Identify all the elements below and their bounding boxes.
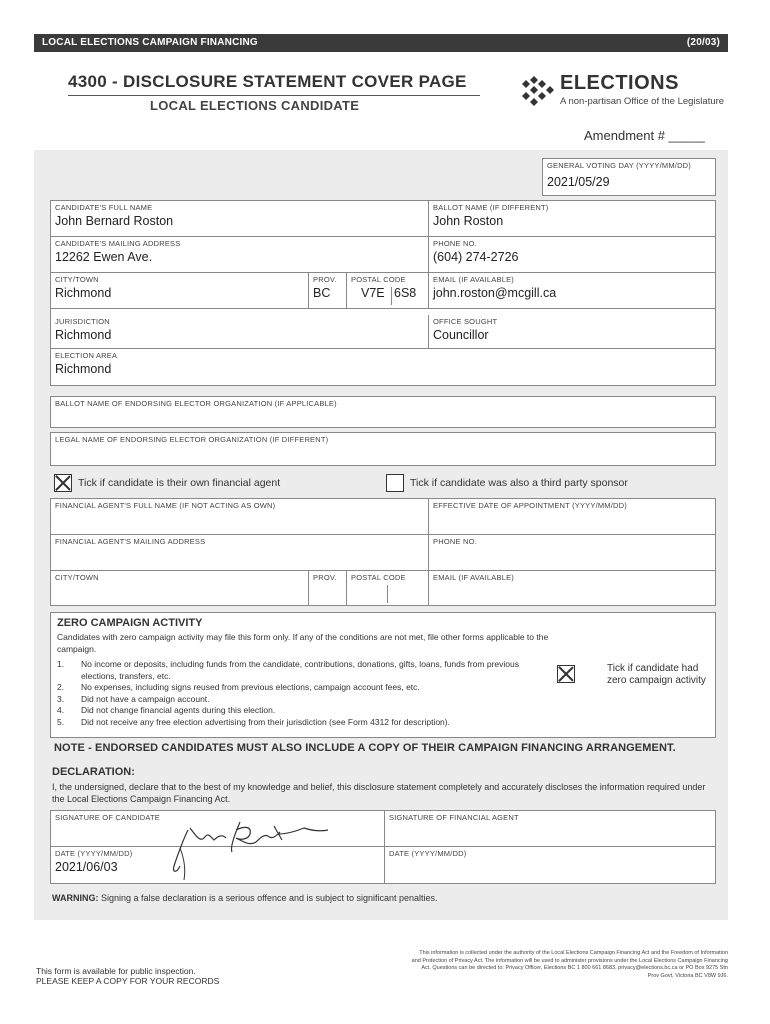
form-header-bar <box>34 34 728 52</box>
field-label: CITY/TOWN <box>55 275 99 284</box>
candidate-address-field[interactable] <box>51 237 429 273</box>
field-value: 12262 Ewen Ave. <box>55 250 153 264</box>
office-sought-field[interactable] <box>429 315 715 349</box>
agent-appointment-date-field[interactable] <box>429 499 715 535</box>
condition-text: Did not have a campaign account. <box>81 693 210 704</box>
condition-item <box>57 682 557 694</box>
voting-day-label: GENERAL VOTING DAY (YYYY/MM/DD) <box>547 161 691 170</box>
agent-email-field[interactable] <box>429 571 715 605</box>
elector-org-legal-name-field[interactable] <box>50 432 716 466</box>
logo-tagline: A non-partisan Office of the Legislature <box>560 96 725 107</box>
logo-mark-icon <box>520 76 556 106</box>
condition-text: Did not change financial agents during this election. <box>81 705 276 715</box>
field-label: CANDIDATE'S MAILING ADDRESS <box>55 239 181 248</box>
field-value: Councillor <box>433 328 489 342</box>
agent-phone-field[interactable] <box>429 535 715 571</box>
field-value: John Bernard Roston <box>55 214 174 228</box>
field-label: FINANCIAL AGENT'S MAILING ADDRESS <box>55 537 206 546</box>
form-title: 4300 - DISCLOSURE STATEMENT COVER PAGE <box>68 72 467 91</box>
condition-item <box>57 694 557 706</box>
elections-bc-logo <box>520 72 730 112</box>
condition-number: 5. <box>57 716 65 727</box>
condition-number: 3. <box>57 693 65 704</box>
field-label: FINANCIAL AGENT'S FULL NAME (IF NOT ACTING AS OWN) <box>55 501 276 510</box>
declaration-heading: DECLARATION: <box>52 766 135 778</box>
condition-number: 2. <box>57 682 65 692</box>
own-agent-label: Tick if candidate is their own financial agent <box>78 477 281 489</box>
agent-city-field[interactable] <box>51 571 309 605</box>
candidate-postal-code-field[interactable] <box>347 273 429 309</box>
field-label: SIGNATURE OF CANDIDATE <box>55 813 160 822</box>
zero-campaign-activity-section <box>50 612 716 738</box>
ballot-name-field[interactable] <box>429 201 715 237</box>
false-declaration-warning <box>52 893 438 903</box>
field-label: PHONE NO. <box>433 239 477 248</box>
field-label: CANDIDATE'S FULL NAME <box>55 203 153 212</box>
field-label: PHONE NO. <box>433 537 477 546</box>
agent-postal-code-field[interactable] <box>347 571 429 605</box>
field-label: SIGNATURE OF FINANCIAL AGENT <box>389 813 519 822</box>
field-label: LEGAL NAME OF ENDORSING ELECTOR ORGANIZATION (IF DIFFERENT) <box>55 435 329 444</box>
field-label: ELECTION AREA <box>55 351 118 360</box>
field-value: Richmond <box>55 362 112 376</box>
elector-org-ballot-name-field[interactable] <box>50 396 716 428</box>
signature-section <box>50 810 716 884</box>
zero-activity-checkbox-label: Tick if candidate had zero campaign activity <box>607 663 706 686</box>
candidate-email-field[interactable] <box>429 273 715 309</box>
form-revision: (20/03) <box>686 37 720 48</box>
condition-item <box>57 705 557 717</box>
field-label: OFFICE SOUGHT <box>433 317 498 326</box>
field-label: EFFECTIVE DATE OF APPOINTMENT (YYYY/MM/DD) <box>433 501 627 510</box>
jurisdiction-field[interactable] <box>51 315 429 349</box>
program-name: LOCAL ELECTIONS CAMPAIGN FINANCING <box>42 37 258 48</box>
candidate-section <box>50 200 716 386</box>
candidate-full-name-field[interactable] <box>51 201 429 237</box>
title-rule <box>68 95 480 96</box>
endorsed-candidates-note: NOTE - ENDORSED CANDIDATES MUST ALSO INCLUDE A COPY OF THEIR CAMPAIGN FINANCING ARRANGEMENT. <box>54 742 676 754</box>
own-agent-checkbox[interactable] <box>54 474 72 492</box>
postal-divider <box>387 585 388 603</box>
field-value: John Roston <box>433 214 504 228</box>
public-inspection-note: This form is available for public inspection. <box>36 966 196 976</box>
field-label: JURISDICTION <box>55 317 110 326</box>
voting-day-value: 2021/05/29 <box>547 175 610 189</box>
third-party-sponsor-label: Tick if candidate was also a third party sponsor <box>410 477 628 489</box>
election-area-field[interactable] <box>51 349 715 385</box>
postal-code-part-1: V7E <box>361 286 385 300</box>
condition-number: 1. <box>57 659 65 669</box>
field-value: (604) 274-2726 <box>433 250 519 264</box>
zero-activity-heading: ZERO CAMPAIGN ACTIVITY <box>57 617 203 629</box>
candidate-signature-image <box>170 812 350 882</box>
agent-signature-field[interactable] <box>385 811 715 847</box>
warning-prefix: WARNING: <box>52 893 99 903</box>
voting-day-field[interactable] <box>542 158 716 196</box>
candidate-city-field[interactable] <box>51 273 309 309</box>
field-value: Richmond <box>55 286 112 300</box>
form-subtitle: LOCAL ELECTIONS CANDIDATE <box>150 98 360 113</box>
field-label: POSTAL CODE <box>351 275 406 284</box>
agent-address-field[interactable] <box>51 535 429 571</box>
warning-text: Signing a false declaration is a serious offence and is subject to significant penalties. <box>101 893 438 903</box>
candidate-province-field[interactable] <box>309 273 347 309</box>
field-label: DATE (YYYY/MM/DD) <box>389 849 467 858</box>
field-value: Richmond <box>55 328 112 342</box>
postal-code-part-2: 6S8 <box>394 286 417 300</box>
field-label: CITY/TOWN <box>55 573 99 582</box>
zero-activity-conditions <box>57 659 557 728</box>
condition-item <box>57 659 557 682</box>
third-party-sponsor-checkbox[interactable] <box>386 474 404 492</box>
agent-name-field[interactable] <box>51 499 429 535</box>
footer-left <box>36 966 219 986</box>
amendment-number[interactable]: Amendment # _____ <box>584 128 705 143</box>
zero-activity-intro: Candidates with zero campaign activity may file this form only. If any of the conditions are not met, file other forms applicable to the campaign. <box>57 632 549 654</box>
field-label: BALLOT NAME OF ENDORSING ELECTOR ORGANIZATION (IF APPLICABLE) <box>55 399 337 408</box>
financial-agent-section <box>50 498 716 606</box>
logo-word: ELECTIONS <box>560 72 679 94</box>
field-label: PROV. <box>313 573 337 582</box>
zero-activity-checkbox[interactable] <box>557 665 575 683</box>
condition-text: Did not receive any free election advertising from their jurisdiction (see Form 4312 for description). <box>81 716 450 727</box>
keep-copy-note: PLEASE KEEP A COPY FOR YOUR RECORDS <box>36 976 220 986</box>
condition-text: No expenses, including signs reused from previous elections, campaign account fees, etc. <box>81 682 420 692</box>
field-label: BALLOT NAME (IF DIFFERENT) <box>433 203 549 212</box>
field-label: DATE (YYYY/MM/DD) <box>55 849 133 858</box>
privacy-notice: This information is collected under the authority of the Local Elections Campaign Financing Act and the Freedom of Information and Protection of Privacy Act. The information will be used to administer provisions under the Local Elections Campaign Financing Act. Questions can be directed to: Privacy Officer, Elections BC 1 800 661 8683, privacy@elections.bc.ca or PO Box 9275 Stn Prov Govt, Victoria BC V8W 9J6. <box>411 950 728 979</box>
field-value: 2021/06/03 <box>55 860 118 874</box>
declaration-text: I, the undersigned, declare that to the best of my knowledge and belief, this disclosure statement completely and accurately discloses the information required under the Local Elections Campaign Financing Act. <box>52 782 706 804</box>
agent-province-field[interactable] <box>309 571 347 605</box>
condition-number: 4. <box>57 705 65 715</box>
field-label: PROV. <box>313 275 337 284</box>
field-value: BC <box>313 286 331 300</box>
field-label: EMAIL (IF AVAILABLE) <box>433 275 514 284</box>
field-label: EMAIL (IF AVAILABLE) <box>433 573 514 582</box>
postal-divider <box>391 287 392 305</box>
field-value: john.roston@mcgill.ca <box>433 286 557 300</box>
condition-text: No income or deposits, including funds from the candidate, contributions, donations, gifts, loans, funds from previous elections, transfers, etc. <box>81 659 519 681</box>
condition-item <box>57 717 557 729</box>
field-label: POSTAL CODE <box>351 573 406 582</box>
candidate-phone-field[interactable] <box>429 237 715 273</box>
agent-signature-date-field[interactable] <box>385 847 715 883</box>
